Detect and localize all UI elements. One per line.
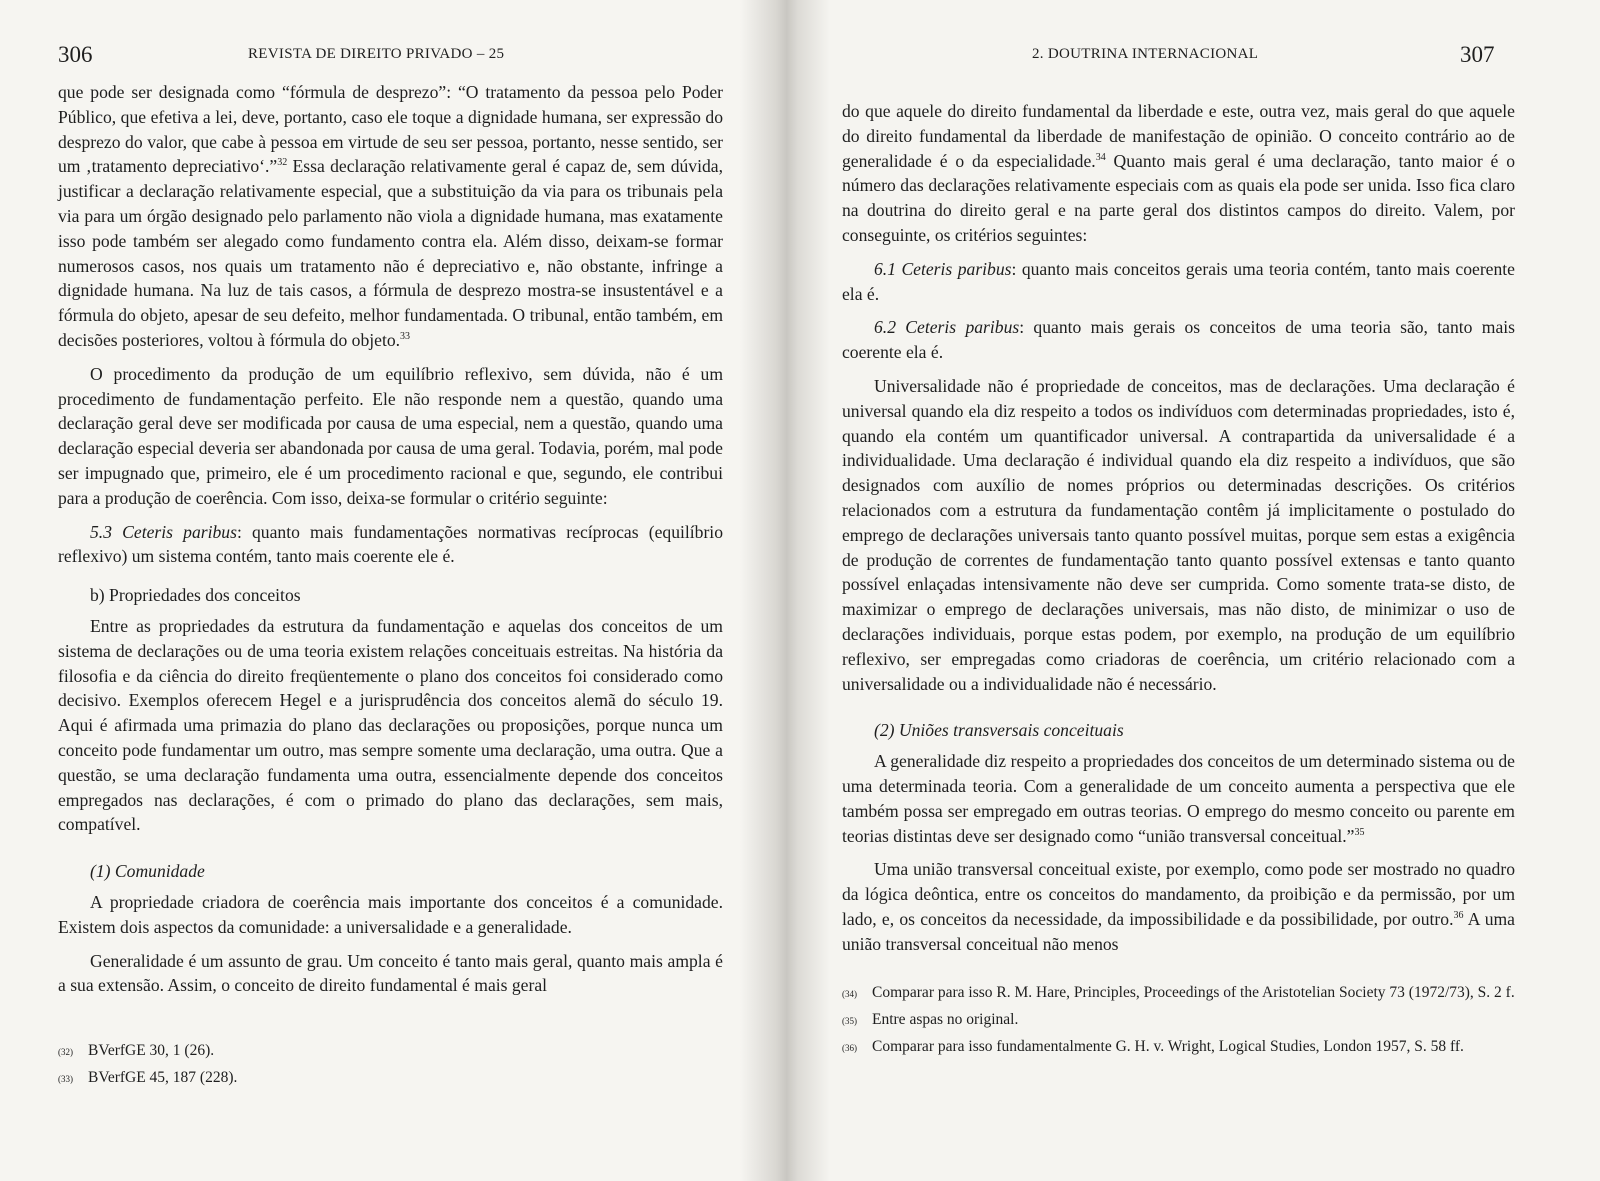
footnote	[842, 982, 1515, 1005]
paragraph: A propriedade criadora de coerência mais importante dos conceitos é a comunidade. Existem dois aspectos da comunidade: a universalidade e a generalidade.	[58, 891, 723, 937]
criterion-text: : quanto mais gerais os conceitos de uma teoria são, tanto mais coerente ela é.	[842, 317, 1515, 363]
footnote-number: (34)	[842, 989, 857, 999]
page-number-left: 306	[58, 42, 93, 67]
footnote-ref: 36	[1453, 909, 1464, 921]
criterion-text: : quanto mais fundamentações normativas recíprocas (equilíbrio reflexivo) um sistema contém, tanto mais coerente ele é.	[58, 521, 723, 567]
book-gutter-shadow	[740, 0, 830, 1181]
text-run: Uma união transversal conceitual existe, por exemplo, como pode ser mostrado no quadro da lógica deôntica, entre os conceitos do mandamento, da proibição e da permissão, por um lado, e, os conceitos da necessidade, da impossibilidade e da possibilidade, por outro.	[842, 859, 1515, 929]
criterion	[842, 315, 1515, 365]
right-page	[780, 0, 1600, 1181]
criterion	[58, 520, 723, 570]
footnote-ref: 35	[1354, 826, 1365, 838]
criterion-label: 5.3 Ceteris paribus	[90, 521, 237, 542]
page-number-right: 307	[1460, 42, 1495, 67]
footnote-ref: 34	[1095, 151, 1106, 163]
footnote-ref: 33	[400, 330, 411, 342]
footnote-number: (35)	[842, 1016, 857, 1026]
footnote	[842, 1036, 1515, 1059]
left-body-text	[58, 80, 723, 1007]
footnote-text: Entre aspas no original.	[872, 1011, 1019, 1028]
paragraph: Generalidade é um assunto de grau. Um conceito é tanto mais geral, quanto mais ampla é a sua extensão. Assim, o conceito de direito fundamental é mais geral	[58, 950, 723, 996]
text-run: que pode ser designada como “fórmula de desprezo”: “O tratamento da pessoa pelo Poder Público, que efetiva a lei, deve, portanto, caso ele toque a dignidade humana, ser expressão do desprezo do valor, que cabe à pessoa em virtude de seu ser pessoa, portanto, nesse sentido, ser um ‚tratamento depreciativo‘.”	[58, 82, 723, 177]
right-body-text	[842, 99, 1515, 966]
footnote	[58, 1040, 718, 1063]
footnote-number: (32)	[58, 1047, 73, 1057]
paragraph	[842, 99, 1515, 248]
criterion	[842, 257, 1515, 307]
paragraph: Universalidade não é propriedade de conceitos, mas de declarações. Uma declaração é universal quando ela diz respeito a todos os indivíduos com determinadas propriedades, isto é, quando ela contém um quantificador universal. A contrapartida da universalidade é a individualidade. Uma declaração é individual quando ela diz respeito a indivíduos, que são designados com auxílio de nomes próprios ou determinadas descrições. Os critérios relacionados com a estrutura da fundamentação contêm já implicitamente o postulado do emprego de declarações universais tanto quanto possível muitas, porque sem estas a exigência de produção de correntes de fundamentação tanto quanto possível extensas e tanto quanto possível enlaçadas intensivamente não deve ser cumprida. Como somente trata-se disto, de maximizar o emprego de declarações universais, mas não disto, de minimizar o uso de declarações individuais, porque estas podem, por exemplo, na produção de um equilíbrio reflexivo, ser empregadas como criadoras de coerência, um critério relacionado com a universalidade ou a individualidade não é necessário.	[842, 375, 1515, 694]
footnote-text: BVerfGE 45, 187 (228).	[88, 1069, 238, 1086]
paragraph	[842, 857, 1515, 956]
subsection-heading: (1) Comunidade	[90, 861, 205, 882]
paragraph	[842, 749, 1515, 848]
footnote-number: (33)	[58, 1074, 73, 1084]
left-page	[0, 0, 780, 1181]
paragraph: Entre as propriedades da estrutura da fundamentação e aquelas dos conceitos de um sistema de declarações ou de uma teoria existem relações conceituais estreitas. Na história da filosofia e da ciência do direito freqüentemente o plano dos conceitos foi considerado como decisivo. Exemplos oferecem Hegel e a jurisprudência dos conceitos alemã do século 19. Aqui é afirmada uma primazia do plano das declarações ou proposições, porque nunca um conceito pode fundamentar um outro, mas sempre somente uma declaração, uma outra. Que a questão, se uma declaração fundamenta uma outra, essencialmente depende dos conceitos empregados nas declarações, é com o primado do plano das declarações, sem mais, compatível.	[58, 615, 723, 835]
footnote-number: (36)	[842, 1043, 857, 1053]
paragraph: O procedimento da produção de um equilíbrio reflexivo, sem dúvida, não é um procedimento de fundamentação perfeito. Ele não responde nem a questão, quando uma declaração geral deve ser modificada por causa de uma especial, nem a questão, quando uma declaração especial deveria ser abandonada por causa de uma geral. Todavia, porém, mal pode ser impugnado que, primeiro, ele é um procedimento racional e que, segundo, ele contribui para a produção de coerência. Com isso, deixa-se formular o critério seguinte:	[58, 363, 723, 508]
criterion-label: 6.1 Ceteris paribus	[874, 258, 1012, 279]
running-header-right: 2. DOUTRINA INTERNACIONAL	[1032, 46, 1259, 62]
criterion-label: 6.2 Ceteris paribus	[874, 317, 1020, 338]
footnote-text: Comparar para isso fundamentalmente G. H. v. Wright, Logical Studies, London 1957, S. 58 ff.	[872, 1038, 1464, 1055]
paragraph	[58, 80, 723, 353]
subsection-heading: (2) Uniões transversais conceituais	[874, 720, 1124, 741]
text-run: Quanto mais geral é uma declaração, tanto maior é o número das declarações relativamente especiais com as quais ela pode ser unida. Isso fica claro na doutrina do direito geral e na parte geral dos distintos campos do direito. Valem, por conseguinte, os critérios seguintes:	[842, 150, 1516, 245]
footnote-text: Comparar para isso R. M. Hare, Principles, Proceedings of the Aristotelian Society 73 (1972/73), S. 2 f.	[872, 984, 1515, 1001]
footnote	[58, 1067, 718, 1090]
section-heading: b) Propriedades dos conceitos	[90, 585, 301, 606]
text-run: A generalidade diz respeito a propriedades dos conceitos de um determinado sistema ou de uma determinada teoria. Com a generalidade de um conceito aumenta a perspectiva que ele também possa ser empregado em outras teorias. O emprego do mesmo conceito ou parente em teorias distintas deve ser designado como “união transversal conceitual.”	[842, 751, 1515, 846]
footnote-ref: 32	[277, 157, 288, 169]
text-run: do que aquele do direito fundamental da liberdade e este, outra vez, mais geral do que aquele do direito fundamental da liberdade de manifestação de opinião. O conceito contrário ao de generalidade é o da especialidade.	[842, 101, 1515, 171]
text-run: A uma união transversal conceitual não menos	[842, 908, 1515, 954]
text-run: Essa declaração relativamente geral é capaz de, sem dúvida, justificar a declaração relativamente especial, que a substituição da via para os tribunais pela via para um órgão designado pelo parlamento não viola a dignidade humana, mas exatamente isso pode também ser alegado como fundamento contra ela. Além disso, deixam-se formar numerosos casos, nos quais um tratamento não é depreciativo e, não obstante, infringe a dignidade humana. Na luz de tais casos, a fórmula de desprezo mostra-se insustentável e a fórmula do objeto, apesar de seu defeito, melhor fundamentada. O tribunal, então também, em decisões posteriores, voltou à fórmula do objeto.	[58, 156, 723, 350]
left-footnotes	[58, 1040, 718, 1094]
right-footnotes	[842, 982, 1515, 1063]
running-header-left: REVISTA DE DIREITO PRIVADO – 25	[248, 46, 505, 62]
footnote-text: BVerfGE 30, 1 (26).	[88, 1042, 215, 1059]
criterion-text: : quanto mais conceitos gerais uma teoria contém, tanto mais coerente ela é.	[842, 258, 1515, 304]
footnote	[842, 1009, 1515, 1032]
